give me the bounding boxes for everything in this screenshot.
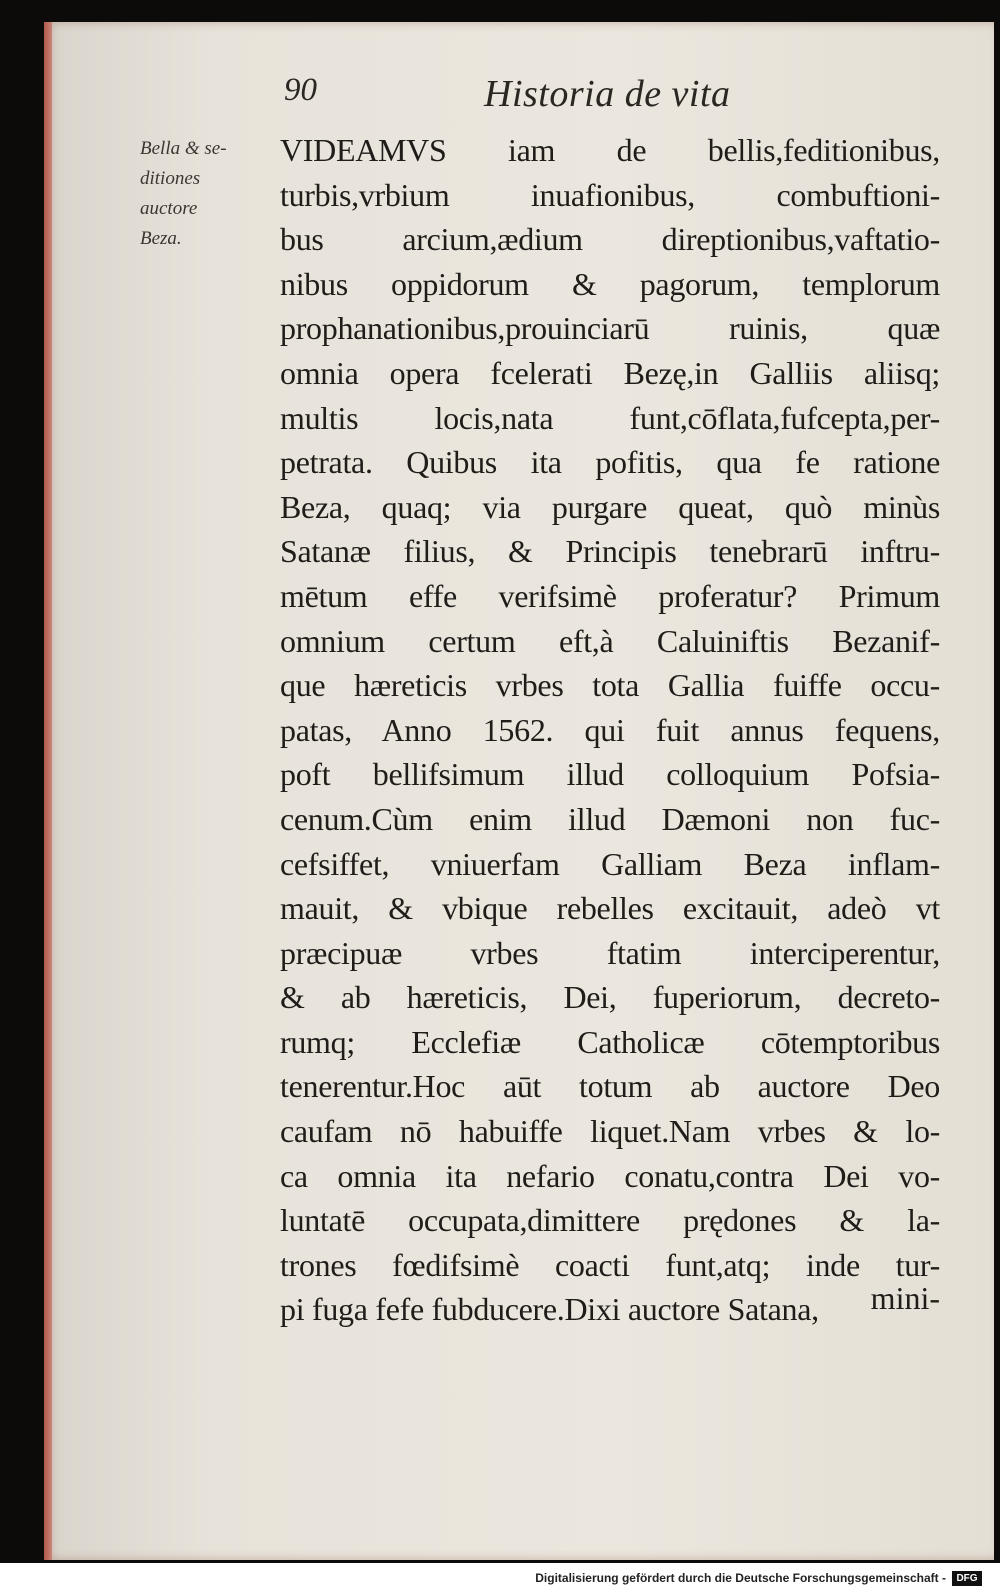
text-line: Satanæ filius, & Principis tenebrarū inftru- <box>280 533 940 570</box>
text-line: trones fœdifsimè coacti funt,atq; inde tur- <box>280 1246 940 1283</box>
text-line: luntatē occupata,dimittere prędones & la- <box>280 1202 940 1239</box>
marginal-note-line: auctore <box>140 198 198 219</box>
marginal-note <box>140 134 290 254</box>
text-line: multis locis,nata funt,cōflata,fufcepta,per- <box>280 399 940 436</box>
marginal-note-line: Beza. <box>140 228 182 249</box>
text-line: cenum.Cùm enim illud Dæmoni non fuc- <box>280 800 940 837</box>
marginal-note-line: Bella & se- <box>140 138 227 159</box>
text-line: cefsiffet, vniuerfam Galliam Beza inflam- <box>280 845 940 882</box>
text-line: que hæreticis vrbes tota Gallia fuiffe occu- <box>280 667 940 704</box>
text-line: præcipuæ vrbes ftatim interciperentur, <box>280 934 940 971</box>
text-line: bus arcium,ædium direptionibus,vaftatio- <box>280 221 940 258</box>
text-line: omnium certum eft,à Caluiniftis Bezanif- <box>280 622 940 659</box>
text-line: turbis,vrbium inuafionibus, combuftioni- <box>280 176 940 213</box>
text-line: omnia opera fcelerati Bezę,in Galliis aliisq; <box>280 354 940 391</box>
page-edge <box>44 22 52 1560</box>
text-line: prophanationibus,prouinciarū ruinis, quæ <box>280 310 940 347</box>
text-line: rumq; Ecclefiæ Catholicæ cōtemptoribus <box>280 1023 940 1060</box>
body-text <box>280 128 940 1332</box>
dfg-logo-icon: DFG <box>952 1571 982 1586</box>
text-line: ca omnia ita nefario conatu,contra Dei vo- <box>280 1157 940 1194</box>
page-number: 90 <box>284 72 317 108</box>
text-line: pi fuga fefe fubducere.Dixi auctore Satana, <box>280 1291 819 1328</box>
digitization-footer <box>0 1563 1000 1595</box>
text-line: petrata. Quibus ita pofitis, qua fe ratione <box>280 444 940 481</box>
running-head: Historia de vita <box>484 73 731 115</box>
marginal-note-line: ditiones <box>140 168 201 189</box>
text-line: & ab hæreticis, Dei, fuperiorum, decreto- <box>280 979 940 1016</box>
text-line: caufam nō habuiffe liquet.Nam vrbes & lo- <box>280 1113 940 1150</box>
text-line: VIDEAMVS iam de bellis,feditionibus, <box>280 132 940 168</box>
text-line: Beza, quaq; via purgare queat, quò minùs <box>280 488 940 525</box>
text-line: mauit, & vbique rebelles excitauit, adeò vt <box>280 890 940 927</box>
text-line: mētum effe verifsimè proferatur? Primum <box>280 577 940 614</box>
page-header <box>0 72 1000 122</box>
text-line: poft bellifsimum illud colloquium Pofsia- <box>280 756 940 793</box>
text-line: patas, Anno 1562. qui fuit annus fequens, <box>280 711 940 748</box>
catchword: mini- <box>870 1280 940 1316</box>
text-line: tenerentur.Hoc aūt totum ab auctore Deo <box>280 1068 940 1105</box>
text-line: nibus oppidorum & pagorum, templorum <box>280 265 940 302</box>
funding-credit: Digitalisierung gefördert durch die Deutsche Forschungsgemeinschaft - <box>535 1571 946 1585</box>
